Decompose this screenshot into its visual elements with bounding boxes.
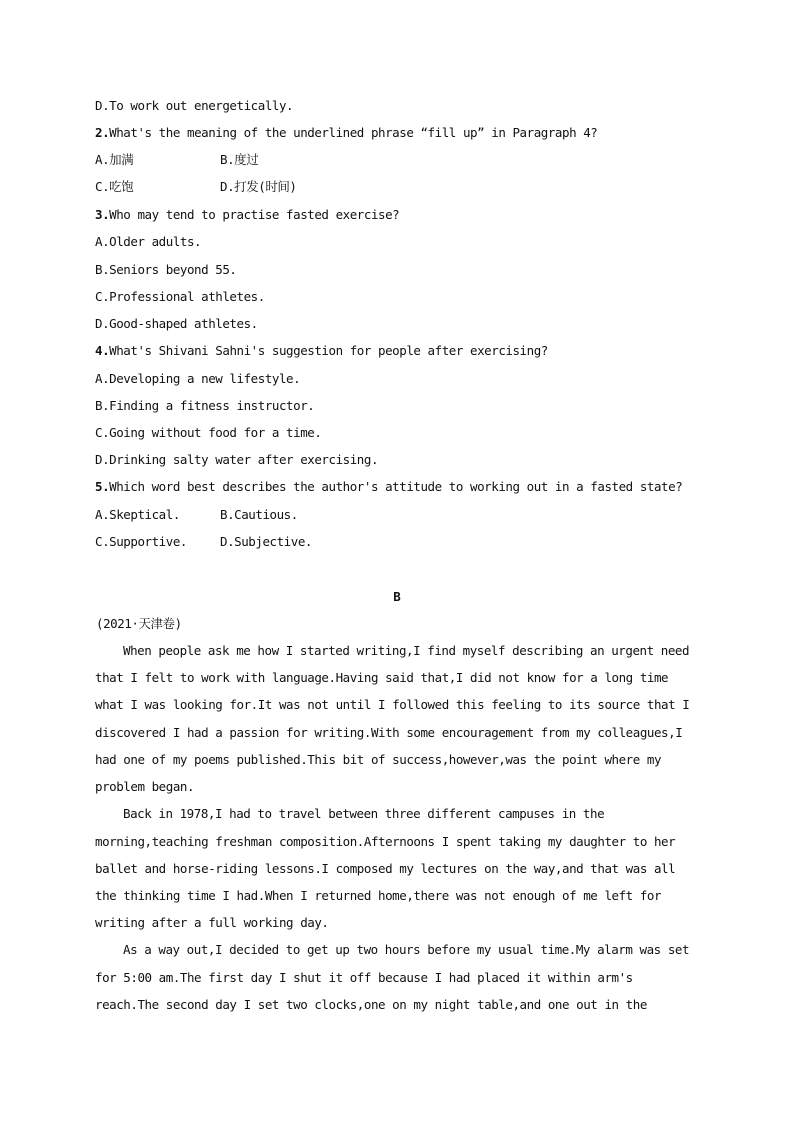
passage-line: writing after a full working day. [95, 915, 329, 930]
q4-option-a: A.Developing a new lifestyle. [95, 371, 301, 386]
passage-line: the thinking time I had.When I returned home,there was not enough of me left for [95, 888, 662, 903]
q4-number: 4. [95, 343, 110, 358]
q2-option-c: C.吃饱 [95, 179, 134, 194]
q3-text: Who may tend to practise fasted exercise? [109, 207, 400, 222]
passage-line: what I was looking for.It was not until I followed this feeling to its source that I [95, 697, 690, 712]
q5-number: 5. [95, 479, 110, 494]
section-b-source: (2021·天津卷) [96, 616, 182, 631]
q4-option-d: D.Drinking salty water after exercising. [95, 452, 379, 467]
q2-option-b: B.度过 [220, 152, 259, 167]
q5-option-c: C.Supportive. [95, 534, 187, 549]
q5-stem [95, 479, 682, 495]
passage-line: When people ask me how I started writing,I find myself describing an urgent need [123, 643, 690, 658]
passage-line: As a way out,I decided to get up two hours before my usual time.My alarm was set [123, 942, 690, 957]
q3-option-c: C.Professional athletes. [95, 289, 265, 304]
q2-number: 2. [95, 125, 110, 140]
passage-line: problem began. [95, 779, 195, 794]
q3-option-b: B.Seniors beyond 55. [95, 262, 237, 277]
q3-number: 3. [95, 207, 110, 222]
passage-line: reach.The second day I set two clocks,one on my night table,and one out in the [95, 997, 647, 1012]
q2-option-d: D.打发(时间) [220, 179, 297, 194]
q4-text: What's Shivani Sahni's suggestion for people after exercising? [109, 343, 548, 358]
q5-option-b: B.Cautious. [220, 507, 298, 522]
q5-text: Which word best describes the author's attitude to working out in a fasted state? [109, 479, 683, 494]
q4-option-b: B.Finding a fitness instructor. [95, 398, 315, 413]
passage-line: had one of my poems published.This bit of success,however,was the point where my [95, 752, 662, 767]
q5-option-d: D.Subjective. [220, 534, 312, 549]
q5-option-a: A.Skeptical. [95, 507, 180, 522]
q2-text: What's the meaning of the underlined phrase “fill up” in Paragraph 4? [109, 125, 598, 140]
passage-line: that I felt to work with language.Having said that,I did not know for a long time [95, 670, 669, 685]
q3-stem [95, 207, 399, 223]
passage-line: morning,teaching freshman composition.Afternoons I spent taking my daughter to her [95, 834, 676, 849]
q1-option-d: D.To work out energetically. [95, 98, 294, 113]
passage-line: for 5:00 am.The first day I shut it off because I had placed it within arm's [95, 970, 633, 985]
passage-line: discovered I had a passion for writing.With some encouragement from my colleagues,I [95, 725, 683, 740]
q4-option-c: C.Going without food for a time. [95, 425, 322, 440]
q2-option-a: A.加满 [95, 152, 134, 167]
q4-stem [95, 343, 548, 359]
passage-line: ballet and horse-riding lessons.I composed my lectures on the way,and that was all [95, 861, 676, 876]
q3-option-a: A.Older adults. [95, 234, 202, 249]
q2-stem [95, 125, 597, 141]
section-b-heading: B [393, 589, 401, 604]
q3-option-d: D.Good-shaped athletes. [95, 316, 258, 331]
passage-line: Back in 1978,I had to travel between three different campuses in the [123, 806, 605, 821]
